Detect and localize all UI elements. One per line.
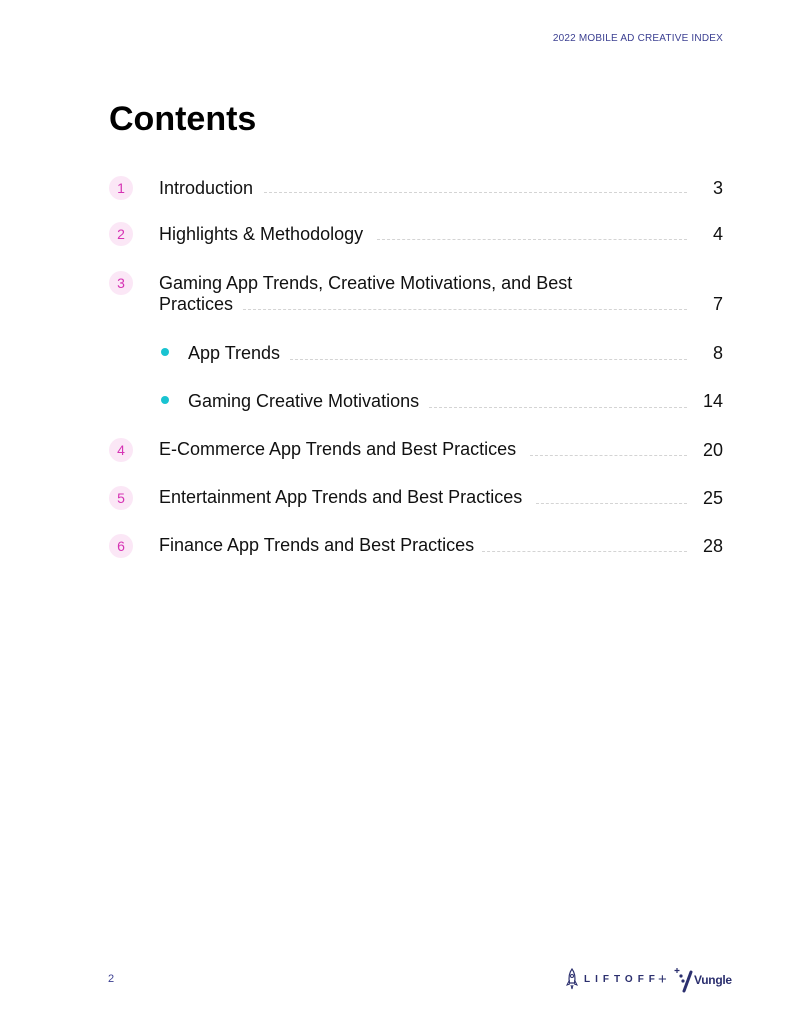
toc-entry-label-line-1: Gaming App Trends, Creative Motivations, and Best xyxy=(159,273,573,293)
dot-leader xyxy=(482,551,687,552)
rocket-icon xyxy=(566,968,578,992)
toc-entry-label-line-2: Practices xyxy=(159,294,234,314)
toc-entry-entertainment[interactable] xyxy=(109,486,723,516)
toc-entry-label: E-Commerce App Trends and Best Practices xyxy=(159,439,517,459)
section-number-badge: 1 xyxy=(109,176,133,200)
footer-page-number: 2 xyxy=(108,973,115,985)
toc-page-number: 7 xyxy=(712,294,723,314)
vungle-mark-icon xyxy=(674,967,694,993)
logo-plus: + xyxy=(658,971,667,988)
toc-entry-label: Finance App Trends and Best Practices xyxy=(159,535,475,555)
toc-entry-highlights-methodology[interactable] xyxy=(109,222,723,252)
toc-page-number: 20 xyxy=(702,440,723,460)
section-number-badge: 2 xyxy=(109,222,133,246)
section-number-badge: 3 xyxy=(109,271,133,295)
toc-page-number: 28 xyxy=(702,536,723,556)
bullet-dot xyxy=(161,396,169,404)
toc-page-number: 4 xyxy=(712,224,723,244)
toc-entry-finance[interactable] xyxy=(109,534,723,564)
toc-subentry-gaming-creative-motivations[interactable] xyxy=(109,390,723,420)
toc-entry-ecommerce[interactable] xyxy=(109,438,723,468)
toc-entry-label: Introduction xyxy=(159,178,254,198)
toc-entry-label: Gaming Creative Motivations xyxy=(188,391,420,411)
toc-subentry-app-trends[interactable] xyxy=(109,342,723,372)
bullet-dot xyxy=(161,348,169,356)
footer-logos xyxy=(566,966,736,996)
toc-entry-label: Highlights & Methodology xyxy=(159,224,364,244)
toc-entry-gaming-app-trends[interactable] xyxy=(109,271,723,323)
toc-page-number: 8 xyxy=(712,343,723,363)
toc-entry-label: Entertainment App Trends and Best Practices xyxy=(159,487,523,507)
vungle-logo-text: Vungle xyxy=(694,973,732,987)
dot-leader xyxy=(536,503,687,504)
toc-page-number: 14 xyxy=(702,391,723,411)
toc-entry-introduction[interactable] xyxy=(109,174,723,204)
page-title: Contents xyxy=(109,100,257,138)
running-header: 2022 MOBILE AD CREATIVE INDEX xyxy=(552,33,723,44)
dot-leader xyxy=(264,192,687,193)
liftoff-logo-text: LIFTOFF xyxy=(584,974,660,985)
dot-leader xyxy=(530,455,687,456)
dot-leader xyxy=(290,359,687,360)
section-number-badge: 5 xyxy=(109,486,133,510)
toc-entry-label: App Trends xyxy=(188,343,281,363)
toc-page-number: 3 xyxy=(712,178,723,198)
section-number-badge: 6 xyxy=(109,534,133,558)
section-number-badge: 4 xyxy=(109,438,133,462)
toc-page-number: 25 xyxy=(702,488,723,508)
dot-leader xyxy=(429,407,687,408)
dot-leader xyxy=(243,309,687,310)
dot-leader xyxy=(377,239,687,240)
